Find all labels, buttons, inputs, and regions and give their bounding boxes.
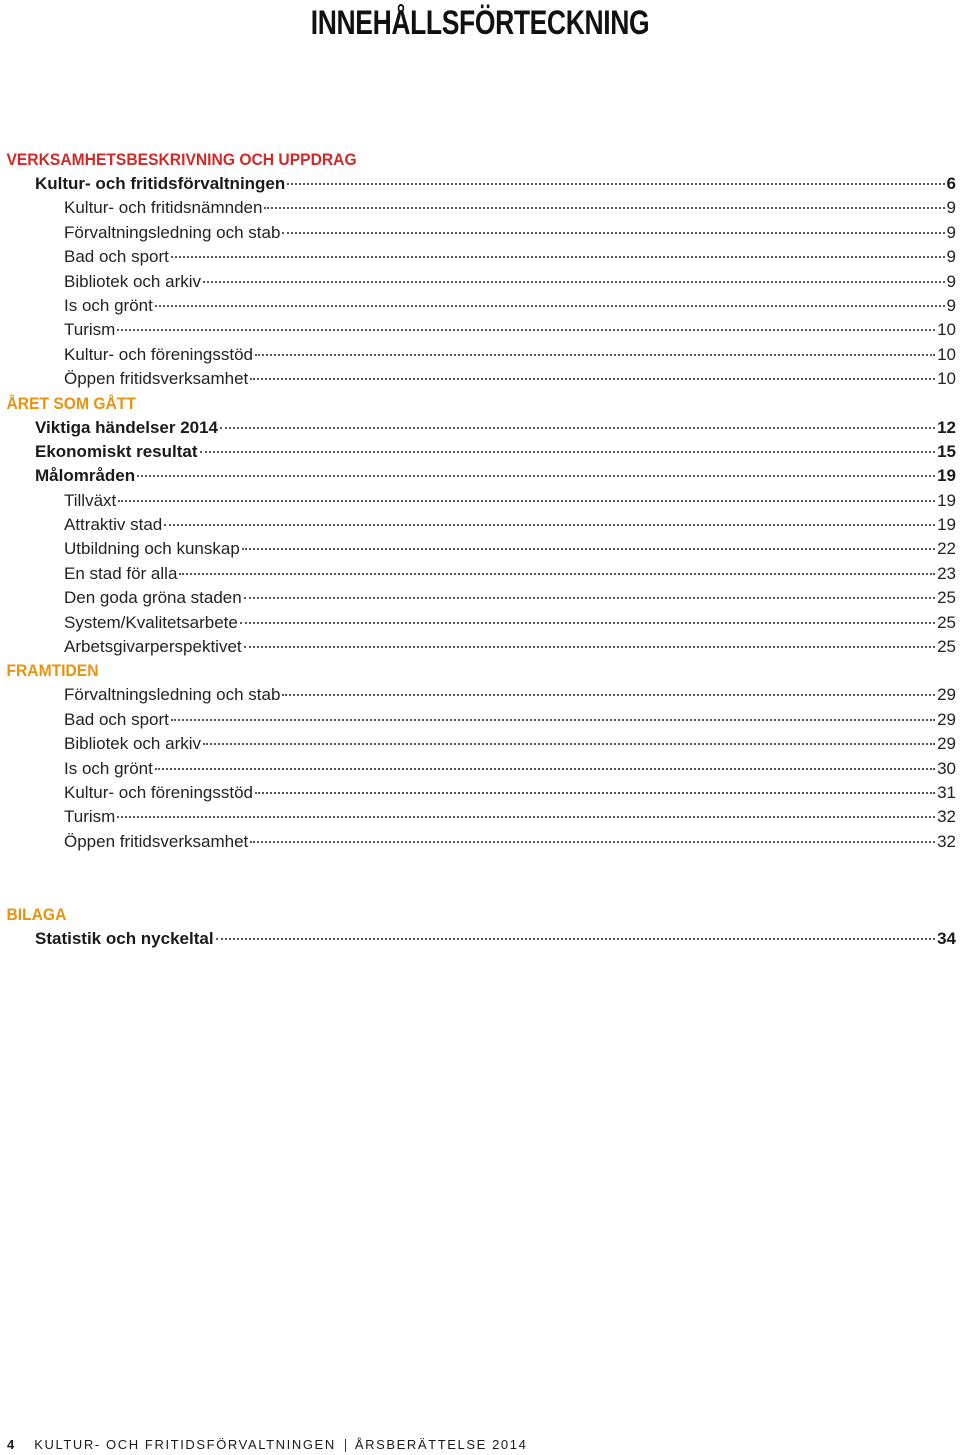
dot-leader [244, 597, 935, 599]
toc-entry[interactable] [0, 367, 960, 391]
toc-entry-label: Turism [64, 807, 116, 827]
toc-entry[interactable] [0, 683, 960, 707]
toc-entry-page-number: 10 [937, 344, 956, 364]
toc-entry-label: Kultur- och föreningsstöd [64, 782, 253, 802]
dot-leader [200, 451, 936, 453]
toc-entry[interactable] [0, 586, 960, 610]
toc-entry-page-number: 25 [937, 637, 956, 657]
toc-entry-page-number: 29 [937, 734, 956, 754]
dot-leader [118, 500, 935, 502]
toc-entry-page-number: 19 [937, 490, 956, 510]
dot-leader [137, 475, 935, 477]
dot-leader [203, 743, 935, 745]
dot-leader [171, 719, 935, 721]
dot-leader [155, 305, 945, 307]
table-of-contents [0, 148, 960, 952]
toc-entry-page-number: 9 [946, 222, 956, 242]
toc-entry-page-number: 10 [937, 320, 956, 340]
toc-entry-label: Bad och sport [64, 247, 169, 267]
toc-entry-page-number: 9 [946, 198, 956, 218]
toc-entry-label: Förvaltningsledning och stab [64, 685, 281, 705]
toc-entry[interactable] [0, 513, 960, 537]
toc-section [0, 903, 960, 951]
dot-leader [240, 622, 935, 624]
footer-department: KULTUR- OCH FRITIDSFÖRVALTNINGEN [34, 1437, 336, 1452]
toc-entry-label: Attraktiv stad [64, 515, 163, 535]
toc-entry-label: Målområden [35, 466, 136, 486]
toc-entry[interactable] [0, 416, 960, 440]
dot-leader [171, 256, 945, 258]
dot-leader [216, 938, 936, 940]
toc-entry-label: Öppen fritidsverksamhet [64, 369, 249, 389]
toc-entry-label: Den goda gröna staden [64, 588, 242, 608]
section-heading: VERKSAMHETSBESKRIVNING OCH UPPDRAG [6, 150, 357, 169]
toc-entry-label: Is och grönt [64, 295, 153, 315]
section-heading: ÅRET SOM GÅTT [6, 393, 136, 413]
dot-leader [255, 354, 935, 356]
dot-leader [117, 329, 935, 331]
toc-section [0, 392, 960, 660]
toc-entry-label: Öppen fritidsverksamhet [64, 831, 249, 851]
toc-entry[interactable] [0, 343, 960, 367]
toc-entry[interactable] [0, 611, 960, 635]
toc-entry-label: Turism [64, 320, 116, 340]
toc-entry[interactable] [0, 172, 960, 196]
toc-entry-label: Utbildning och kunskap [64, 539, 240, 559]
dot-leader [155, 768, 935, 770]
toc-entry[interactable] [0, 781, 960, 805]
toc-entry[interactable] [0, 294, 960, 318]
toc-entry-label: Bad och sport [64, 709, 169, 729]
toc-entry-page-number: 30 [937, 758, 956, 778]
dot-leader [242, 548, 935, 550]
footer-report-title: ÅRSBERÄTTELSE 2014 [354, 1437, 528, 1452]
dot-leader [282, 694, 935, 696]
toc-entry[interactable] [0, 708, 960, 732]
toc-entry-label: Ekonomiskt resultat [35, 441, 198, 461]
toc-entry[interactable] [0, 196, 960, 220]
dot-leader [282, 232, 944, 234]
toc-section [0, 659, 960, 854]
toc-entry[interactable] [0, 757, 960, 781]
toc-entry-page-number: 32 [937, 831, 956, 851]
toc-entry-page-number: 19 [937, 466, 956, 486]
dot-leader [250, 378, 935, 380]
toc-entry-page-number: 29 [937, 709, 956, 729]
footer-divider [345, 1439, 346, 1452]
toc-entry-label: Tillväxt [64, 490, 117, 510]
toc-entry[interactable] [0, 537, 960, 561]
dot-leader [220, 427, 935, 429]
dot-leader [255, 792, 935, 794]
dot-leader [179, 573, 935, 575]
toc-entry[interactable] [0, 270, 960, 294]
toc-entry[interactable] [0, 489, 960, 513]
toc-entry-page-number: 22 [937, 539, 956, 559]
toc-entry[interactable] [0, 927, 960, 951]
footer-page-number: 4 [7, 1437, 15, 1452]
toc-entry-page-number: 25 [937, 612, 956, 632]
toc-entry-page-number: 29 [937, 685, 956, 705]
toc-entry[interactable] [0, 562, 960, 586]
dot-leader [287, 183, 944, 185]
toc-entry-label: Kultur- och fritidsförvaltningen [35, 174, 286, 193]
toc-entry-page-number: 6 [946, 174, 956, 193]
toc-entry-page-number: 10 [937, 369, 956, 389]
toc-entry[interactable] [0, 221, 960, 245]
dot-leader [203, 281, 945, 283]
toc-entry-page-number: 19 [937, 515, 956, 535]
page-footer [7, 1436, 527, 1454]
dot-leader [164, 524, 935, 526]
toc-entry-label: Bibliotek och arkiv [64, 734, 202, 754]
toc-entry-label: System/Kvalitetsarbete [64, 612, 238, 632]
dot-leader [244, 646, 935, 648]
toc-entry[interactable] [0, 318, 960, 342]
toc-entry-page-number: 25 [937, 588, 956, 608]
toc-entry-page-number: 9 [946, 271, 956, 291]
toc-entry-label: Kultur- och föreningsstöd [64, 344, 253, 364]
toc-entry-page-number: 23 [937, 563, 956, 583]
toc-entry[interactable] [0, 830, 960, 854]
section-heading: BILAGA [6, 905, 67, 925]
toc-entry[interactable] [0, 464, 960, 488]
toc-entry-label: Viktiga händelser 2014 [35, 417, 219, 437]
toc-entry-page-number: 12 [937, 417, 956, 437]
toc-entry[interactable] [0, 245, 960, 269]
toc-entry-page-number: 34 [937, 929, 956, 949]
dot-leader [117, 816, 935, 818]
toc-entry-label: Arbetsgivarperspektivet [64, 637, 242, 657]
toc-entry-label: En stad för alla [64, 563, 178, 583]
toc-entry[interactable] [0, 635, 960, 659]
toc-entry-page-number: 9 [946, 295, 956, 315]
toc-entry-page-number: 9 [946, 247, 956, 267]
toc-entry-label: Bibliotek och arkiv [64, 271, 202, 291]
toc-entry-label: Förvaltningsledning och stab [64, 222, 281, 242]
toc-entry-page-number: 31 [937, 782, 956, 802]
toc-entry-page-number: 15 [937, 441, 956, 461]
toc-section [0, 148, 960, 392]
dot-leader [250, 841, 935, 843]
toc-entry[interactable] [0, 732, 960, 756]
toc-entry[interactable] [0, 440, 960, 464]
section-heading: FRAMTIDEN [6, 661, 99, 681]
toc-entry-label: Kultur- och fritidsnämnden [64, 198, 263, 218]
page-title: INNEHÅLLSFÖRTECKNING [310, 4, 650, 42]
dot-leader [264, 207, 944, 209]
toc-entry-label: Statistik och nyckeltal [35, 929, 214, 949]
toc-entry-page-number: 32 [937, 807, 956, 827]
toc-entry-label: Is och grönt [64, 758, 153, 778]
toc-entry[interactable] [0, 805, 960, 829]
